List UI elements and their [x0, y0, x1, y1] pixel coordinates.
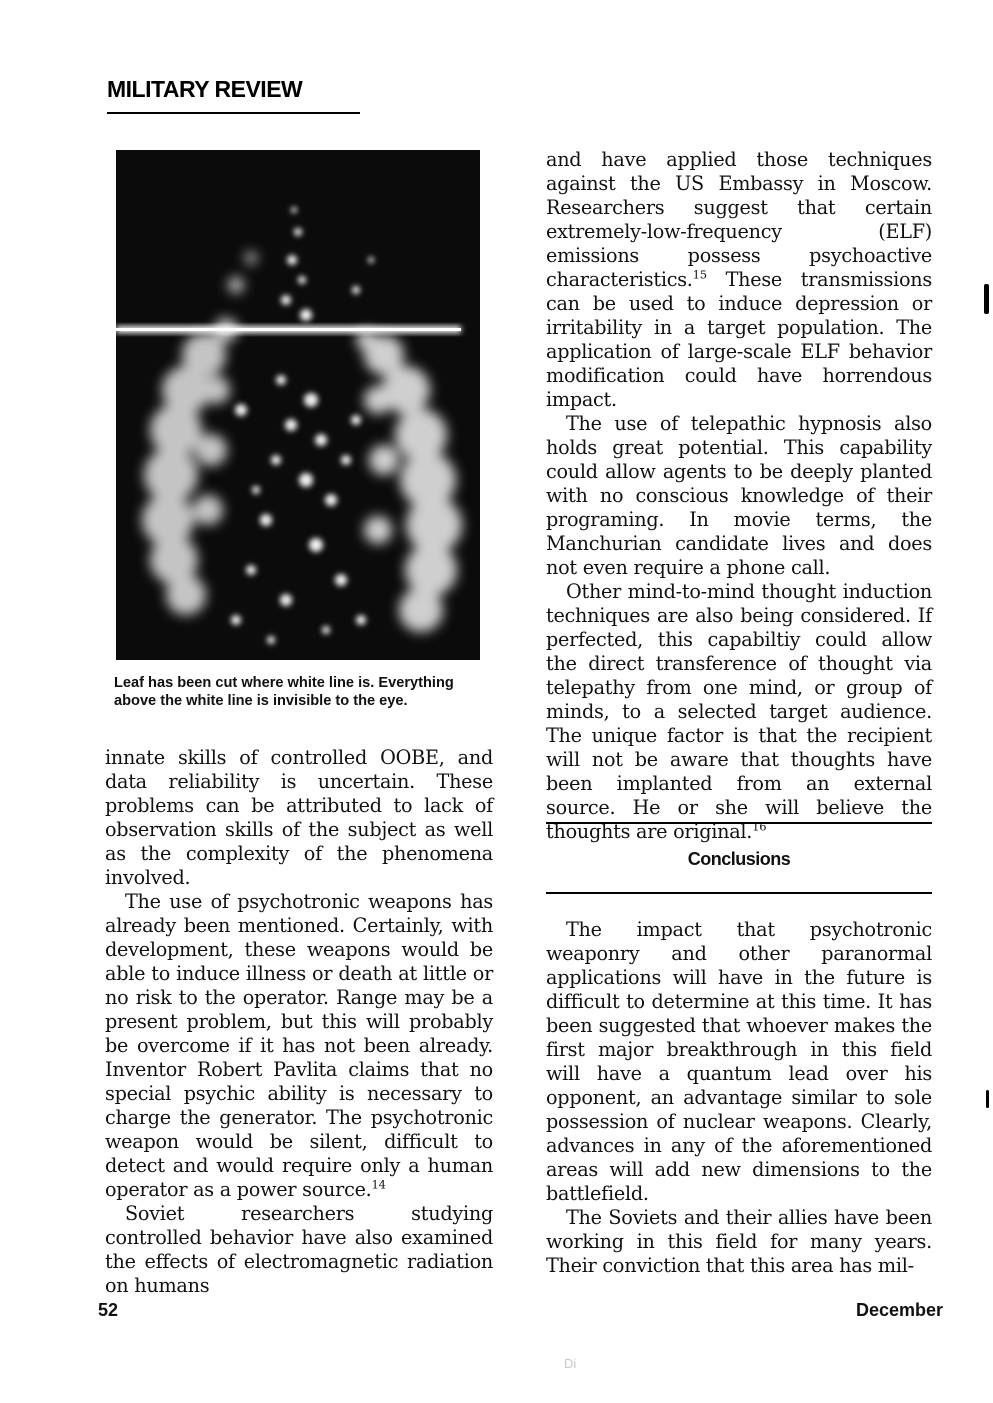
- right-paragraph-1: [546, 148, 932, 412]
- right-paragraph-1-cont: These transmissions can be used to induce depression or irritability in a target population. The application of large-scale ELF behavior modification could have horrendous impact.: [546, 268, 932, 411]
- right-paragraph-3: [546, 580, 932, 844]
- conclusion-paragraph-1: The impact that psychotronic weaponry and other paranormal applications will have in the future is difficult to determine at this time. It has been suggested that whoever makes the first major breakthrough in this field will have a quantum lead over his opponent, an advantage similar to sole possession of nuclear weapons. Clearly, advances in any of the aforementioned areas will add new dimensions to the battlefield.: [546, 918, 932, 1205]
- right-column-bottom: [546, 918, 932, 1278]
- section-rule-bottom: [546, 892, 932, 894]
- left-column: [105, 746, 493, 1298]
- section-heading-conclusions: Conclusions: [687, 849, 791, 869]
- scan-edge-mark-upper: [984, 284, 989, 314]
- figure-caption: Leaf has been cut where white line is. Everything above the white line is invisible to the eye.: [114, 675, 454, 709]
- left-paragraph-2-text: The use of psychotronic weapons has already been mentioned. Certainly, with development, these weapons would be able to induce illness or death at little or no risk to the operator. Range may be a present problem, but this will probably be overcome if it has not been already. Inventor Robert Pavlita claims that no special psychic ability is necessary to charge the generator. The psychotronic weapon would be silent, difficult to detect and would require only a human operator as a power source.: [105, 890, 493, 1201]
- kirlian-leaf-photograph: [116, 150, 480, 660]
- scan-edge-mark-lower: [986, 1090, 989, 1108]
- section-rule-top: [546, 822, 932, 824]
- right-column-top: [546, 148, 932, 844]
- footnote-ref-14: 14: [371, 1177, 386, 1192]
- issue-month: December: [856, 1300, 944, 1320]
- footnote-ref-15: 15: [692, 267, 707, 282]
- conclusion-paragraph-2: The Soviets and their allies have been working in this field for many years. Their conviction that this area has mil-: [546, 1206, 932, 1277]
- footnote-ref-16: 16: [752, 819, 767, 834]
- right-paragraph-1-text: and have applied those techniques against the US Embassy in Moscow. Researchers suggest that certain extremely-low-frequency (ELF) emissions possess psychoactive characteristics.: [546, 148, 932, 291]
- right-paragraph-3-text: Other mind-to-mind thought induction techniques are also being considered. If perfected, this capabiltiy could allow the direct transference of thought via telepathy from one mind, or group of minds, to a selected target audience. The unique factor is that the recipient will not be aware that thoughts have been implanted from an external source. He or she will believe the thoughts are original.: [546, 580, 932, 843]
- page-number: 52: [98, 1300, 119, 1320]
- watermark: Di: [564, 1356, 577, 1371]
- left-paragraph-2: [105, 890, 493, 1202]
- right-paragraph-2: The use of telepathic hypnosis also holds great potential. This capability could allow agents to be deeply planted with no conscious knowledge of their programing. In movie terms, the Manchurian candidate lives and does not even require a phone call.: [546, 412, 932, 579]
- left-paragraph-1: innate skills of controlled OOBE, and data reliability is uncertain. These problems can be attributed to lack of observation skills of the subject as well as the complexity of the phenomena involved.: [105, 746, 493, 889]
- running-header: MILITARY REVIEW: [107, 76, 360, 114]
- leaf-image: [116, 150, 480, 660]
- left-paragraph-3: Soviet researchers studying controlled behavior have also examined the effects of electromagnetic radiation on humans: [105, 1202, 493, 1297]
